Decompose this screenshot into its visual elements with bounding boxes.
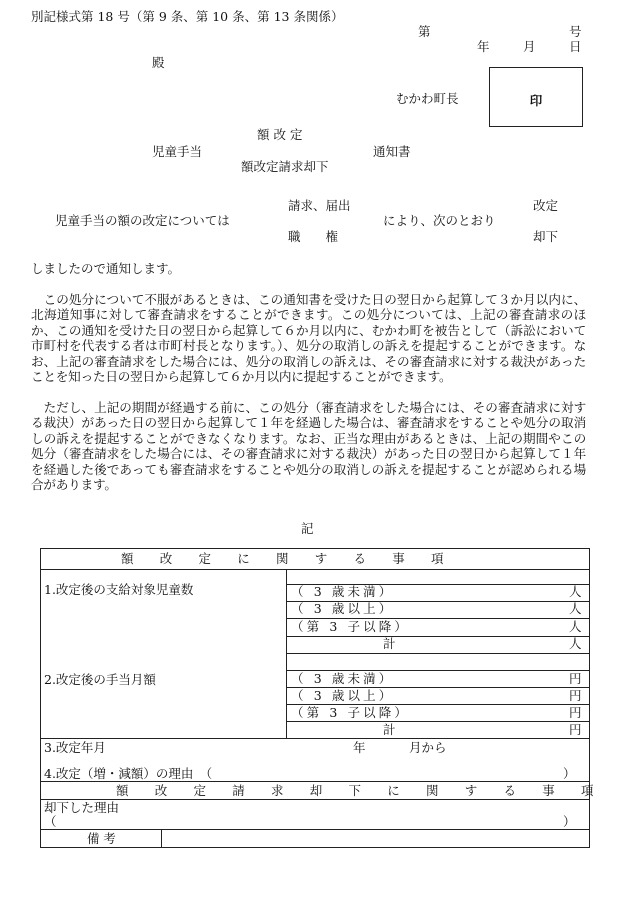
ki-mark: 記 — [301, 521, 314, 536]
revision-month-year: 年 — [353, 740, 366, 755]
title-suffix: 通知書 — [373, 144, 411, 159]
notice-paragraph-1: この処分について不服があるときは、この通知書を受けた日の翌日から起算して３か月以内に、北海道知事に対して審査請求をすることができます。この処分については、上記の審査請求のほか、この通知を受けた日の翌日から起算して６か月以内に、むかわ町を被告として（訴訟において市町村を代表する者は市町村長となります。）、処分の取消しの訴えを提起することができます。なお、上記の審査請求をした場合には、処分の取消しの訴えは、その審査請求に対する裁決があったことを知った日の翌日から起算して６か月以内に提起することができます。 — [31, 292, 586, 385]
revision-month-label: 3.改定年月 — [44, 740, 106, 755]
revision-reason-label: 4.改定（増・減額）の理由 （ — [44, 766, 213, 781]
amount-row-label: （ 3 歳以上） — [291, 688, 395, 703]
rejection-reason-label: 却下した理由 — [44, 800, 120, 815]
date-year: 年 — [477, 39, 490, 54]
amount-row-unit: 円 — [569, 705, 582, 720]
statement-lead: 児童手当の額の改定については — [55, 213, 230, 228]
statement-option-reject: 却下 — [533, 229, 559, 244]
section1-header: 額 改 定 に 関 す る 事 項 — [121, 551, 451, 566]
remarks-field[interactable] — [163, 830, 587, 846]
amount-row-label: （第 3 子以降） — [291, 705, 411, 720]
children-row-label: （ 3 歳以上） — [291, 601, 395, 616]
amount-total-unit: 円 — [569, 722, 582, 737]
date-day: 日 — [569, 39, 582, 54]
seal-mark: 印 — [529, 93, 543, 108]
children-count-label: 1.改定後の支給対象児童数 — [44, 582, 194, 597]
children-total-unit: 人 — [569, 636, 582, 651]
title-option-revision: 額 改 定 — [257, 127, 303, 142]
addressee-suffix: 殿 — [152, 55, 165, 70]
statement-closing: しましたので通知します。 — [31, 261, 181, 276]
amount-row-unit: 円 — [569, 688, 582, 703]
mayor-name: むかわ町長 — [396, 91, 459, 106]
amount-row-unit: 円 — [569, 671, 582, 686]
revision-month-from: 月から — [409, 740, 447, 755]
title-prefix: 児童手当 — [152, 144, 203, 159]
number-dai: 第 — [418, 24, 431, 39]
revision-reason-close: ） — [563, 766, 576, 781]
statement-option-claim: 請求、届出 — [288, 198, 351, 213]
notice-paragraph-2: ただし、上記の期間が経過する前に、この処分（審査請求をした場合には、その審査請求に対する裁決）があった日の翌日から起算して１年を経過した場合は、審査請求をすることや処分の取消しの訴えを提起することができなくなります。なお、正当な理由があるときは、上記の期間やこの処分（審査請求をした場合には、その審査請求に対する裁決）があった日の翌日から起算して１年を経過した後であっても審査請求をすることや処分の取消しの訴えを提起することが認められる場合があります。 — [31, 400, 586, 493]
seal-box — [489, 67, 583, 127]
remarks-label: 備考 — [87, 831, 120, 846]
details-table — [40, 548, 601, 848]
children-row-label: （ 3 歳未満） — [291, 584, 395, 599]
title-option-rejection: 額改定請求却下 — [241, 159, 329, 174]
section2-header: 額 改 定 請 求 却 下 に 関 す る 事 項 — [116, 783, 601, 798]
amount-row-label: （ 3 歳未満） — [291, 671, 395, 686]
monthly-amount-label: 2.改定後の手当月額 — [44, 672, 156, 687]
statement-option-revise: 改定 — [533, 198, 559, 213]
children-row-unit: 人 — [569, 584, 582, 599]
rejection-reason-close: ） — [563, 814, 576, 829]
children-row-unit: 人 — [569, 619, 582, 634]
children-row-unit: 人 — [569, 601, 582, 616]
statement-option-authority: 職 権 — [288, 229, 339, 244]
amount-total-label: 計 — [383, 722, 396, 737]
rejection-reason-open: （ — [44, 814, 57, 829]
number-go: 号 — [569, 24, 582, 39]
date-month: 月 — [523, 39, 536, 54]
children-row-label: （第 3 子以降） — [291, 619, 411, 634]
children-total-label: 計 — [383, 636, 396, 651]
form-number: 別記様式第 18 号（第 9 条、第 10 条、第 13 条関係） — [31, 9, 344, 24]
statement-middle: により、次のとおり — [383, 213, 496, 228]
